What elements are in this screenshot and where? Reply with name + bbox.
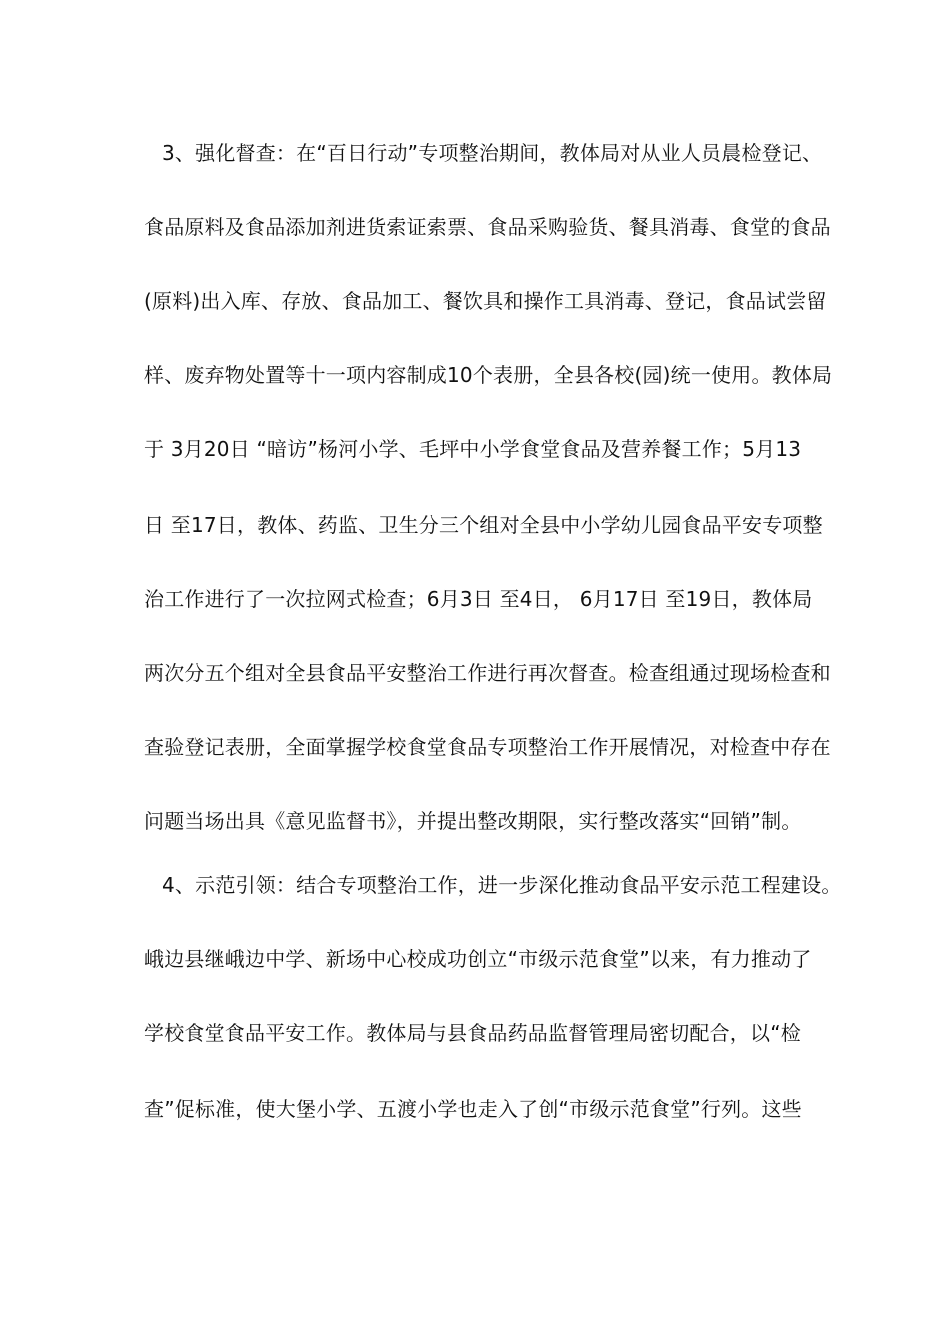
paragraph-3-line-9: 查验登记表册，全面掌握学校食堂食品专项整治工作开展情况，对检查中存在 xyxy=(144,735,831,759)
paragraph-3-line-2: 食品原料及食品添加剂进货索证索票、食品采购验货、餐具消毒、食堂的食品 xyxy=(144,215,831,239)
paragraph-3-line-1: 3、强化督查：在“百日行动”专项整治期间，教体局对从业人员晨检登记、 xyxy=(162,141,823,165)
paragraph-4-line-3: 学校食堂食品平安工作。教体局与县食品药品监督管理局密切配合，以“检 xyxy=(144,1021,801,1045)
paragraph-3-line-8: 两次分五个组对全县食品平安整治工作进行再次督查。检查组通过现场检查和 xyxy=(144,661,831,685)
paragraph-3-line-6: 日 至17日，教体、药监、卫生分三个组对全县中小学幼儿园食品平安专项整 xyxy=(144,513,823,537)
paragraph-3-line-7: 治工作进行了一次拉网式检查；6月3日 至4日， 6月17日 至19日，教体局 xyxy=(144,587,813,611)
paragraph-3-line-5: 于 3月20日 “暗访”杨河小学、毛坪中小学食堂食品及营养餐工作；5月13 xyxy=(144,437,802,461)
paragraph-4-line-1: 4、示范引领：结合专项整治工作，进一步深化推动食品平安示范工程建设。 xyxy=(162,873,842,897)
paragraph-4-line-2: 峨边县继峨边中学、新场中心校成功创立“市级示范食堂”以来，有力推动了 xyxy=(144,947,812,971)
paragraph-3-line-10: 问题当场出具《意见监督书》，并提出整改期限，实行整改落实“回销”制。 xyxy=(144,809,802,833)
paragraph-3-line-3: (原料)出入库、存放、食品加工、餐饮具和操作工具消毒、登记，食品试尝留 xyxy=(144,289,827,313)
paragraph-4-line-4: 查”促标准，使大堡小学、五渡小学也走入了创“市级示范食堂”行列。这些 xyxy=(144,1097,802,1121)
paragraph-3-line-4: 样、废弃物处置等十一项内容制成10个表册，全县各校(园)统一使用。教体局 xyxy=(144,363,833,387)
